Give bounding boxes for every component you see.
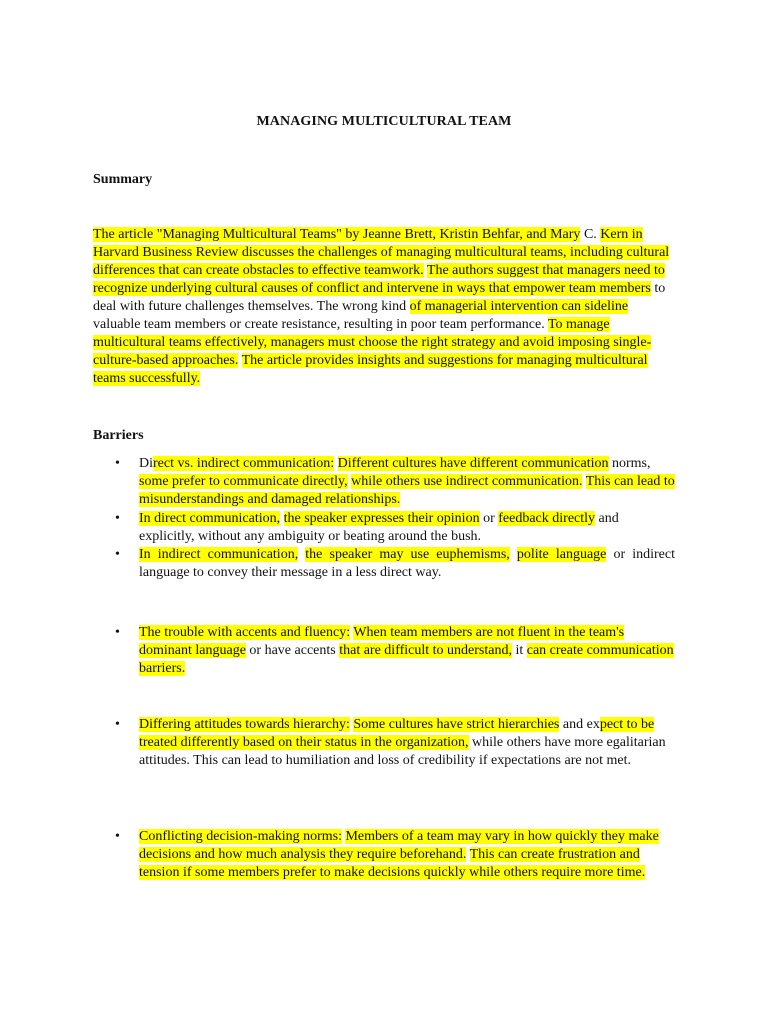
highlighted-text: In indirect communication,	[139, 547, 299, 563]
highlighted-text: that are difficult to understand,	[339, 643, 512, 659]
text-run	[510, 547, 517, 562]
barriers-list	[93, 455, 675, 582]
highlighted-text: can create communication barriers.	[139, 643, 674, 677]
bullet-icon: •	[115, 547, 120, 563]
barriers-list	[93, 624, 675, 679]
highlighted-text: polite language	[516, 547, 607, 563]
highlighted-text: To manage multicultural teams effectively, managers must choose the right strategy and avoid imposing single-culture-based approaches.	[93, 317, 652, 368]
list-item	[93, 828, 675, 883]
highlighted-text: The authors suggest that managers need to recognize underlying cultural causes of conflict and intervene in ways that empower team members	[93, 263, 665, 296]
highlighted-text: When team members are not fluent in the team's dominant language	[139, 625, 625, 659]
list-item	[93, 455, 675, 510]
list-item	[93, 716, 675, 771]
barrier-text	[139, 625, 674, 676]
text-run: and explicitly, without any ambiguity or beating around the bush.	[139, 510, 619, 544]
bullet-icon: •	[115, 829, 120, 844]
bullet-icon: •	[115, 717, 120, 732]
highlighted-text: Conflicting decision-making norms:	[139, 829, 342, 844]
bullet-icon: •	[115, 625, 120, 640]
highlighted-text: rect vs. indirect communication:	[153, 456, 335, 471]
text-run: and ex	[559, 717, 600, 732]
highlighted-text: the speaker expresses their opinion	[283, 510, 480, 526]
text-run: while others have more egalitarian attitudes. This can lead to humiliation and loss of credibility if expectations are not met.	[139, 735, 666, 769]
text-run: Di	[139, 456, 153, 471]
text-run: norms,	[608, 456, 651, 471]
list-item	[93, 624, 675, 679]
document-title: MANAGING MULTICULTURAL TEAM	[256, 114, 512, 129]
highlighted-text: The trouble with accents and fluency:	[139, 625, 351, 640]
barrier-text	[139, 717, 666, 768]
barriers-heading: Barriers	[93, 428, 144, 443]
bullet-icon: •	[115, 510, 120, 526]
highlighted-text: The article "Managing Multicultural Teams" by Jeanne Brett, Kristin Behfar, and Mary	[93, 227, 581, 242]
highlighted-text: Differing attitudes towards hierarchy:	[139, 717, 350, 732]
highlighted-text: The article provides insights and suggestions for managing multicultural teams successfully.	[93, 353, 648, 386]
highlighted-text: In direct communication,	[139, 510, 281, 526]
highlighted-text: Different cultures have different communication	[337, 456, 609, 471]
barrier-text	[139, 511, 619, 544]
text-run: valuable team members or create resistance, resulting in poor team performance.	[93, 317, 548, 332]
highlighted-text: feedback directly	[498, 510, 596, 526]
summary-heading: Summary	[93, 172, 153, 187]
text-run: or	[479, 510, 499, 526]
barrier-text	[139, 829, 659, 880]
highlighted-text: some prefer to communicate directly,	[139, 474, 348, 490]
list-item	[93, 546, 675, 582]
bullet-icon: •	[115, 456, 120, 471]
summary-paragraph	[93, 226, 675, 388]
highlighted-text: while others use indirect communication.	[351, 474, 583, 490]
text-run: to deal with future challenges themselves. The wrong kind	[93, 281, 666, 314]
highlighted-text: Kern in Harvard Business Review discusses the challenges of managing multicultural teams, including cultural differences that can create obstacles to effective teamwork.	[93, 227, 670, 278]
highlighted-text: This can lead to misunderstandings and damaged relationships.	[139, 474, 675, 508]
barrier-text	[139, 547, 675, 580]
text-run: or indirect language to convey their message in a less direct way.	[139, 547, 675, 581]
highlighted-text: of managerial intervention can sideline	[409, 299, 629, 314]
barriers-list	[93, 716, 675, 771]
highlighted-text: This can create frustration and tension if some members prefer to make decisions quickly while others require more time.	[139, 847, 646, 881]
barriers-list	[93, 828, 675, 883]
highlighted-text: Some cultures have strict hierarchies	[353, 717, 560, 732]
highlighted-text: pect to be treated differently based on their status in the organization,	[139, 717, 655, 751]
highlighted-text: the speaker may use euphemisms,	[305, 547, 510, 563]
text-run: C.	[580, 227, 601, 242]
text-run: it	[511, 643, 527, 659]
list-item	[93, 510, 675, 546]
text-run: or have accents	[245, 643, 340, 659]
barrier-text	[139, 456, 675, 507]
highlighted-text: Members of a team may vary in how quickly they make decisions and how much analysis they require beforehand.	[139, 829, 659, 863]
